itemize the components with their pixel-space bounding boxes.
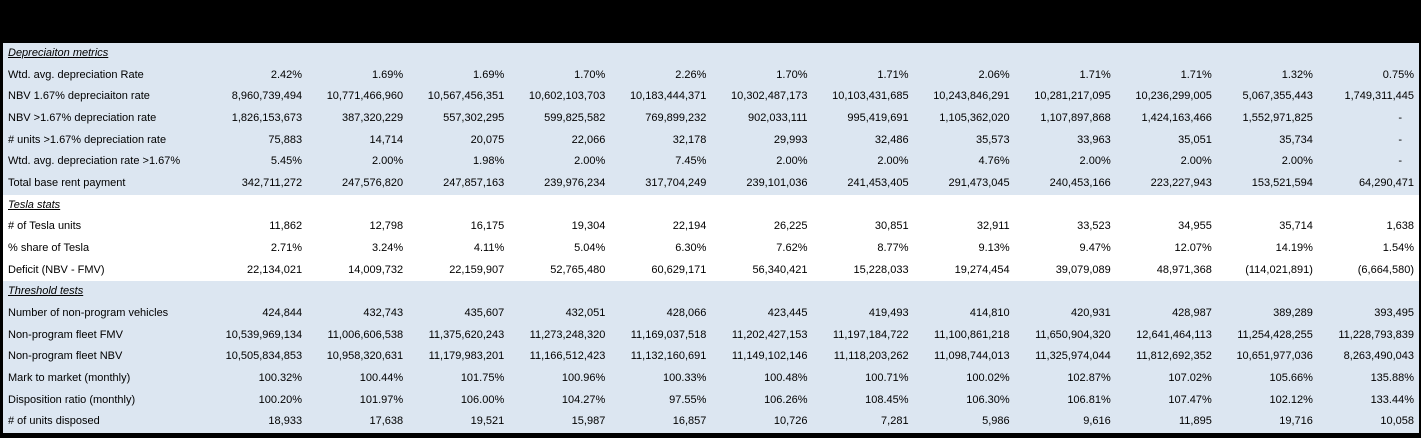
value-cell[interactable]: 1.54% bbox=[1318, 238, 1419, 260]
value-cell[interactable]: 100.71% bbox=[813, 368, 914, 390]
value-cell[interactable]: 52,765,480 bbox=[509, 260, 610, 282]
row-label[interactable]: Wtd. avg. depreciation Rate bbox=[3, 65, 206, 87]
value-cell[interactable]: 33,523 bbox=[1015, 216, 1116, 238]
row-label[interactable]: # of units disposed bbox=[3, 411, 206, 433]
section-title[interactable]: Depreciaiton metrics bbox=[3, 43, 206, 65]
empty-cell[interactable] bbox=[711, 195, 812, 217]
value-cell[interactable]: 30,851 bbox=[813, 216, 914, 238]
value-cell[interactable]: 97.55% bbox=[610, 390, 711, 412]
value-cell[interactable]: 14,009,732 bbox=[307, 260, 408, 282]
value-cell[interactable]: 10,602,103,703 bbox=[509, 86, 610, 108]
row-label[interactable]: NBV >1.67% depreciation rate bbox=[3, 108, 206, 130]
value-cell[interactable]: 11,149,102,146 bbox=[711, 346, 812, 368]
value-cell[interactable]: 2.42% bbox=[206, 65, 307, 87]
value-cell[interactable]: 1.32% bbox=[1217, 65, 1318, 87]
empty-cell[interactable] bbox=[1217, 43, 1318, 65]
value-cell[interactable]: 5,067,355,443 bbox=[1217, 86, 1318, 108]
empty-cell[interactable] bbox=[1318, 43, 1419, 65]
value-cell[interactable]: 240,453,166 bbox=[1015, 173, 1116, 195]
value-cell[interactable]: 432,051 bbox=[509, 303, 610, 325]
row-label[interactable]: Mark to market (monthly) bbox=[3, 368, 206, 390]
value-cell[interactable]: 9,616 bbox=[1015, 411, 1116, 433]
value-cell[interactable]: 5.45% bbox=[206, 151, 307, 173]
value-cell[interactable]: 1.70% bbox=[509, 65, 610, 87]
value-cell[interactable]: 12,641,464,113 bbox=[1116, 325, 1217, 347]
value-cell[interactable]: 100.33% bbox=[610, 368, 711, 390]
value-cell[interactable]: 11,197,184,722 bbox=[813, 325, 914, 347]
value-cell[interactable]: 48,971,368 bbox=[1116, 260, 1217, 282]
empty-cell[interactable] bbox=[610, 281, 711, 303]
value-cell[interactable]: 32,486 bbox=[813, 130, 914, 152]
value-cell[interactable]: 10,058 bbox=[1318, 411, 1419, 433]
value-cell[interactable]: 342,711,272 bbox=[206, 173, 307, 195]
value-cell[interactable]: 10,539,969,134 bbox=[206, 325, 307, 347]
value-cell[interactable]: 107.02% bbox=[1116, 368, 1217, 390]
value-cell[interactable]: 104.27% bbox=[509, 390, 610, 412]
row-label[interactable]: Non-program fleet FMV bbox=[3, 325, 206, 347]
row-label[interactable]: Number of non-program vehicles bbox=[3, 303, 206, 325]
empty-cell[interactable] bbox=[1015, 43, 1116, 65]
row-label[interactable]: % share of Tesla bbox=[3, 238, 206, 260]
empty-cell[interactable] bbox=[610, 195, 711, 217]
value-cell[interactable]: 10,771,466,960 bbox=[307, 86, 408, 108]
table-bottom-border bbox=[0, 433, 1421, 438]
value-cell[interactable]: 75,883 bbox=[206, 130, 307, 152]
value-cell[interactable]: 16,857 bbox=[610, 411, 711, 433]
value-cell[interactable]: 1.70% bbox=[711, 65, 812, 87]
value-cell[interactable]: 1.69% bbox=[408, 65, 509, 87]
empty-cell[interactable] bbox=[307, 281, 408, 303]
value-cell[interactable]: 10,281,217,095 bbox=[1015, 86, 1116, 108]
empty-cell[interactable] bbox=[206, 43, 307, 65]
value-cell[interactable]: 11,100,861,218 bbox=[914, 325, 1015, 347]
value-cell[interactable]: 4.76% bbox=[914, 151, 1015, 173]
value-cell[interactable]: 10,243,846,291 bbox=[914, 86, 1015, 108]
value-cell[interactable]: 9.47% bbox=[1015, 238, 1116, 260]
value-cell[interactable]: 19,716 bbox=[1217, 411, 1318, 433]
value-cell[interactable]: 432,743 bbox=[307, 303, 408, 325]
value-cell[interactable]: 20,075 bbox=[408, 130, 509, 152]
empty-cell[interactable] bbox=[206, 281, 307, 303]
value-cell[interactable]: 1,749,311,445 bbox=[1318, 86, 1419, 108]
value-cell[interactable]: 11,862 bbox=[206, 216, 307, 238]
value-cell[interactable]: 11,325,974,044 bbox=[1015, 346, 1116, 368]
value-cell[interactable]: 10,183,444,371 bbox=[610, 86, 711, 108]
value-cell[interactable]: 2.00% bbox=[1015, 151, 1116, 173]
row-label[interactable]: NBV 1.67% depreciaiton rate bbox=[3, 86, 206, 108]
value-cell[interactable]: 2.00% bbox=[813, 151, 914, 173]
value-cell[interactable]: 11,179,983,201 bbox=[408, 346, 509, 368]
value-cell[interactable]: 106.81% bbox=[1015, 390, 1116, 412]
value-cell[interactable]: 902,033,111 bbox=[711, 108, 812, 130]
value-cell[interactable]: 2.71% bbox=[206, 238, 307, 260]
empty-cell[interactable] bbox=[1217, 195, 1318, 217]
value-cell[interactable]: 100.96% bbox=[509, 368, 610, 390]
value-cell[interactable]: 12.07% bbox=[1116, 238, 1217, 260]
empty-cell[interactable] bbox=[1116, 43, 1217, 65]
value-cell[interactable]: 995,419,691 bbox=[813, 108, 914, 130]
value-cell[interactable]: 239,101,036 bbox=[711, 173, 812, 195]
value-cell[interactable]: 106.26% bbox=[711, 390, 812, 412]
value-cell[interactable]: 8,960,739,494 bbox=[206, 86, 307, 108]
empty-cell[interactable] bbox=[1015, 281, 1116, 303]
value-cell[interactable]: 14.19% bbox=[1217, 238, 1318, 260]
value-cell[interactable]: 1.71% bbox=[1015, 65, 1116, 87]
value-cell[interactable]: 5,986 bbox=[914, 411, 1015, 433]
value-cell[interactable]: 2.00% bbox=[307, 151, 408, 173]
value-cell[interactable]: 39,079,089 bbox=[1015, 260, 1116, 282]
value-cell[interactable]: 35,734 bbox=[1217, 130, 1318, 152]
value-cell[interactable]: 11,650,904,320 bbox=[1015, 325, 1116, 347]
value-cell[interactable]: 11,006,606,538 bbox=[307, 325, 408, 347]
value-cell[interactable]: 35,051 bbox=[1116, 130, 1217, 152]
value-cell[interactable]: 11,273,248,320 bbox=[509, 325, 610, 347]
value-cell[interactable]: 317,704,249 bbox=[610, 173, 711, 195]
value-cell[interactable]: 11,228,793,839 bbox=[1318, 325, 1419, 347]
value-cell[interactable]: 22,194 bbox=[610, 216, 711, 238]
value-cell[interactable]: 22,159,907 bbox=[408, 260, 509, 282]
value-cell[interactable]: 11,895 bbox=[1116, 411, 1217, 433]
value-cell[interactable]: 22,066 bbox=[509, 130, 610, 152]
value-cell[interactable]: 14,714 bbox=[307, 130, 408, 152]
row-label[interactable]: Non-program fleet NBV bbox=[3, 346, 206, 368]
value-cell[interactable]: 7.62% bbox=[711, 238, 812, 260]
value-cell[interactable]: 64,290,471 bbox=[1318, 173, 1419, 195]
value-cell[interactable]: 11,812,692,352 bbox=[1116, 346, 1217, 368]
value-cell[interactable]: 9.13% bbox=[914, 238, 1015, 260]
value-cell[interactable]: 100.48% bbox=[711, 368, 812, 390]
value-cell[interactable]: 1.98% bbox=[408, 151, 509, 173]
empty-cell[interactable] bbox=[408, 281, 509, 303]
empty-cell[interactable] bbox=[1116, 281, 1217, 303]
value-cell[interactable]: 2.26% bbox=[610, 65, 711, 87]
value-cell[interactable]: 108.45% bbox=[813, 390, 914, 412]
value-cell[interactable]: 19,304 bbox=[509, 216, 610, 238]
empty-cell[interactable] bbox=[509, 281, 610, 303]
value-cell[interactable]: 16,175 bbox=[408, 216, 509, 238]
spreadsheet-body bbox=[3, 43, 1419, 433]
empty-cell[interactable] bbox=[610, 43, 711, 65]
value-cell[interactable]: 102.87% bbox=[1015, 368, 1116, 390]
value-cell[interactable]: 2.00% bbox=[711, 151, 812, 173]
empty-cell[interactable] bbox=[914, 195, 1015, 217]
value-cell[interactable]: 389,289 bbox=[1217, 303, 1318, 325]
value-cell[interactable]: 15,228,033 bbox=[813, 260, 914, 282]
value-cell[interactable]: 153,521,594 bbox=[1217, 173, 1318, 195]
value-cell[interactable]: (114,021,891) bbox=[1217, 260, 1318, 282]
empty-cell[interactable] bbox=[914, 43, 1015, 65]
row-label[interactable]: Disposition ratio (monthly) bbox=[3, 390, 206, 412]
empty-cell[interactable] bbox=[408, 43, 509, 65]
value-cell[interactable]: 1,424,163,466 bbox=[1116, 108, 1217, 130]
value-cell[interactable]: 2.00% bbox=[1217, 151, 1318, 173]
empty-cell[interactable] bbox=[711, 281, 812, 303]
value-cell[interactable]: 2.06% bbox=[914, 65, 1015, 87]
value-cell[interactable]: 599,825,582 bbox=[509, 108, 610, 130]
value-cell[interactable]: 414,810 bbox=[914, 303, 1015, 325]
value-cell[interactable]: 1,105,362,020 bbox=[914, 108, 1015, 130]
value-cell[interactable]: 60,629,171 bbox=[610, 260, 711, 282]
empty-cell[interactable] bbox=[813, 43, 914, 65]
value-cell[interactable]: 769,899,232 bbox=[610, 108, 711, 130]
empty-cell[interactable] bbox=[307, 195, 408, 217]
value-cell[interactable]: 3.24% bbox=[307, 238, 408, 260]
empty-cell[interactable] bbox=[206, 195, 307, 217]
value-cell[interactable]: 11,118,203,262 bbox=[813, 346, 914, 368]
row-label[interactable]: Wtd. avg. depreciation rate >1.67% bbox=[3, 151, 206, 173]
value-cell[interactable]: 106.00% bbox=[408, 390, 509, 412]
value-cell[interactable]: 393,495 bbox=[1318, 303, 1419, 325]
value-cell[interactable]: 10,726 bbox=[711, 411, 812, 433]
value-cell[interactable]: 1.71% bbox=[813, 65, 914, 87]
empty-cell[interactable] bbox=[307, 43, 408, 65]
row-label[interactable]: # units >1.67% depreciation rate bbox=[3, 130, 206, 152]
value-cell[interactable]: 239,976,234 bbox=[509, 173, 610, 195]
value-cell[interactable]: 557,302,295 bbox=[408, 108, 509, 130]
value-cell[interactable]: 5.04% bbox=[509, 238, 610, 260]
value-cell[interactable]: 18,933 bbox=[206, 411, 307, 433]
empty-cell[interactable] bbox=[813, 281, 914, 303]
black-header-band bbox=[0, 0, 1419, 43]
value-cell[interactable]: 19,521 bbox=[408, 411, 509, 433]
value-cell[interactable]: - bbox=[1318, 151, 1419, 173]
value-cell[interactable]: 26,225 bbox=[711, 216, 812, 238]
value-cell[interactable]: 8.77% bbox=[813, 238, 914, 260]
row-label[interactable]: Deficit (NBV - FMV) bbox=[3, 260, 206, 282]
value-cell[interactable]: 291,473,045 bbox=[914, 173, 1015, 195]
value-cell[interactable]: 100.20% bbox=[206, 390, 307, 412]
section-title[interactable]: Tesla stats bbox=[3, 195, 206, 217]
empty-cell[interactable] bbox=[711, 43, 812, 65]
value-cell[interactable]: 22,134,021 bbox=[206, 260, 307, 282]
value-cell[interactable]: 102.12% bbox=[1217, 390, 1318, 412]
value-cell[interactable]: (6,664,580) bbox=[1318, 260, 1419, 282]
empty-cell[interactable] bbox=[509, 43, 610, 65]
empty-cell[interactable] bbox=[1015, 195, 1116, 217]
empty-cell[interactable] bbox=[408, 195, 509, 217]
value-cell[interactable]: 435,607 bbox=[408, 303, 509, 325]
value-cell[interactable]: 100.02% bbox=[914, 368, 1015, 390]
value-cell[interactable]: 106.30% bbox=[914, 390, 1015, 412]
value-cell[interactable]: 1,552,971,825 bbox=[1217, 108, 1318, 130]
row-label[interactable]: Total base rent payment bbox=[3, 173, 206, 195]
value-cell[interactable]: 11,132,160,691 bbox=[610, 346, 711, 368]
value-cell[interactable]: 2.00% bbox=[1116, 151, 1217, 173]
value-cell[interactable]: 133.44% bbox=[1318, 390, 1419, 412]
value-cell[interactable]: 10,505,834,853 bbox=[206, 346, 307, 368]
value-cell[interactable]: 1,638 bbox=[1318, 216, 1419, 238]
value-cell[interactable]: 1.69% bbox=[307, 65, 408, 87]
value-cell[interactable]: 100.32% bbox=[206, 368, 307, 390]
value-cell[interactable]: 100.44% bbox=[307, 368, 408, 390]
value-cell[interactable]: 6.30% bbox=[610, 238, 711, 260]
value-cell[interactable]: 10,567,456,351 bbox=[408, 86, 509, 108]
value-cell[interactable]: 11,202,427,153 bbox=[711, 325, 812, 347]
value-cell[interactable]: 34,955 bbox=[1116, 216, 1217, 238]
row-label[interactable]: # of Tesla units bbox=[3, 216, 206, 238]
value-cell[interactable]: 32,178 bbox=[610, 130, 711, 152]
value-cell[interactable]: 101.97% bbox=[307, 390, 408, 412]
section-title[interactable]: Threshold tests bbox=[3, 281, 206, 303]
value-cell[interactable]: 387,320,229 bbox=[307, 108, 408, 130]
value-cell[interactable]: 247,857,163 bbox=[408, 173, 509, 195]
value-cell[interactable]: 35,714 bbox=[1217, 216, 1318, 238]
value-cell[interactable]: 135.88% bbox=[1318, 368, 1419, 390]
value-cell[interactable]: 17,638 bbox=[307, 411, 408, 433]
value-cell[interactable]: 15,987 bbox=[509, 411, 610, 433]
value-cell[interactable]: 33,963 bbox=[1015, 130, 1116, 152]
value-cell[interactable]: 105.66% bbox=[1217, 368, 1318, 390]
value-cell[interactable]: 35,573 bbox=[914, 130, 1015, 152]
value-cell[interactable]: 424,844 bbox=[206, 303, 307, 325]
value-cell[interactable]: 10,958,320,631 bbox=[307, 346, 408, 368]
value-cell[interactable]: 247,576,820 bbox=[307, 173, 408, 195]
value-cell[interactable]: 11,098,744,013 bbox=[914, 346, 1015, 368]
value-cell[interactable]: 10,651,977,036 bbox=[1217, 346, 1318, 368]
value-cell[interactable]: 11,166,512,423 bbox=[509, 346, 610, 368]
value-cell[interactable]: 56,340,421 bbox=[711, 260, 812, 282]
value-cell[interactable]: 1,107,897,868 bbox=[1015, 108, 1116, 130]
value-cell[interactable]: 428,987 bbox=[1116, 303, 1217, 325]
value-cell[interactable]: 10,302,487,173 bbox=[711, 86, 812, 108]
empty-cell[interactable] bbox=[1318, 281, 1419, 303]
value-cell[interactable]: 2.00% bbox=[509, 151, 610, 173]
value-cell[interactable]: 223,227,943 bbox=[1116, 173, 1217, 195]
value-cell[interactable]: 12,798 bbox=[307, 216, 408, 238]
value-cell[interactable]: 10,103,431,685 bbox=[813, 86, 914, 108]
empty-cell[interactable] bbox=[1318, 195, 1419, 217]
value-cell[interactable]: 0.75% bbox=[1318, 65, 1419, 87]
value-cell[interactable]: - bbox=[1318, 108, 1419, 130]
empty-cell[interactable] bbox=[1217, 281, 1318, 303]
value-cell[interactable]: 32,911 bbox=[914, 216, 1015, 238]
value-cell[interactable]: 1,826,153,673 bbox=[206, 108, 307, 130]
value-cell[interactable]: 11,169,037,518 bbox=[610, 325, 711, 347]
value-cell[interactable]: 101.75% bbox=[408, 368, 509, 390]
value-cell[interactable]: 428,066 bbox=[610, 303, 711, 325]
value-cell[interactable]: 10,236,299,005 bbox=[1116, 86, 1217, 108]
value-cell[interactable]: 241,453,405 bbox=[813, 173, 914, 195]
value-cell[interactable]: 4.11% bbox=[408, 238, 509, 260]
value-cell[interactable]: 8,263,490,043 bbox=[1318, 346, 1419, 368]
value-cell[interactable]: 7,281 bbox=[813, 411, 914, 433]
value-cell[interactable]: - bbox=[1318, 130, 1419, 152]
empty-cell[interactable] bbox=[509, 195, 610, 217]
value-cell[interactable]: 419,493 bbox=[813, 303, 914, 325]
value-cell[interactable]: 29,993 bbox=[711, 130, 812, 152]
value-cell[interactable]: 420,931 bbox=[1015, 303, 1116, 325]
table-right-border bbox=[1419, 0, 1421, 438]
empty-cell[interactable] bbox=[813, 195, 914, 217]
value-cell[interactable]: 19,274,454 bbox=[914, 260, 1015, 282]
empty-cell[interactable] bbox=[914, 281, 1015, 303]
value-cell[interactable]: 423,445 bbox=[711, 303, 812, 325]
value-cell[interactable]: 11,254,428,255 bbox=[1217, 325, 1318, 347]
value-cell[interactable]: 107.47% bbox=[1116, 390, 1217, 412]
value-cell[interactable]: 7.45% bbox=[610, 151, 711, 173]
value-cell[interactable]: 1.71% bbox=[1116, 65, 1217, 87]
value-cell[interactable]: 11,375,620,243 bbox=[408, 325, 509, 347]
empty-cell[interactable] bbox=[1116, 195, 1217, 217]
